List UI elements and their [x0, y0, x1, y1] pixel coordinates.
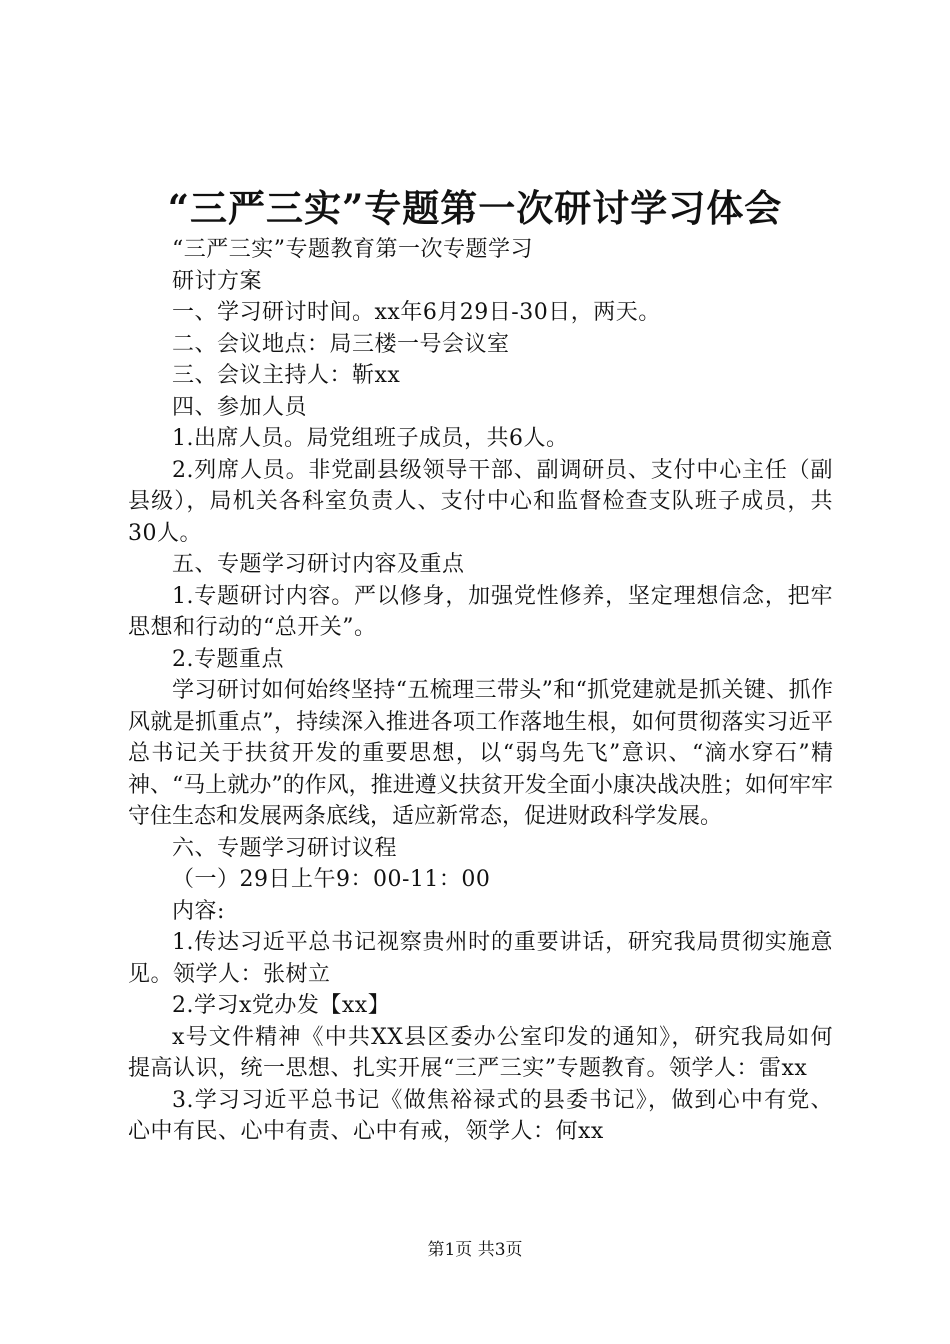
paragraph: 一、学习研讨时间。xx年6月29日-30日，两天。: [172, 300, 661, 325]
paragraph: （一）29日上午9：00-11：00: [172, 867, 491, 892]
paragraph: 三、会议主持人：靳xx: [172, 363, 401, 388]
page-footer: 第1页 共3页: [427, 1240, 523, 1260]
paragraph: x号文件精神《中共XX县区委办公室印发的通知》，研究我局如何提高认识，统一思想、扎实开展“三严三实”专题教育。领学人：雷xx: [128, 1024, 833, 1081]
paragraph: 六、专题学习研讨议程: [172, 835, 398, 861]
paragraph: 1.传达习近平总书记视察贵州时的重要讲话，研究我局贯彻实施意见。领学人：张树立: [128, 930, 833, 987]
document-body: [128, 234, 833, 1148]
paragraph: 3.学习习近平总书记《做焦裕禄式的县委书记》，做到心中有党、心中有民、心中有责、心中有戒，领学人：何xx: [128, 1087, 833, 1144]
paragraph: 学习研讨如何始终坚持“五梳理三带头”和“抓党建就是抓关键、抓作风就是抓重点”，持续深入推进各项工作落地生根，如何贯彻落实习近平总书记关于扶贫开发的重要思想，以“弱鸟先飞”意识、“滴水穿石”精神、“马上就办”的作风，推进遵义扶贫开发全面小康决战决胜；如何牢牢守住生态和发展两条底线，适应新常态，促进财政科学发展。: [128, 678, 833, 829]
paragraph: 四、参加人员: [172, 394, 308, 420]
paragraph: 1.专题研讨内容。严以修身，加强党性修养，坚定理想信念，把牢思想和行动的“总开关”。: [128, 583, 833, 640]
paragraph: 2.学习x党办发【xx】: [172, 993, 391, 1018]
document-title: “三严三实”专题第一次研讨学习体会: [167, 186, 783, 230]
paragraph: 1.出席人员。局党组班子成员，共6人。: [172, 426, 569, 451]
paragraph: 二、会议地点：局三楼一号会议室: [172, 331, 510, 357]
paragraph: 内容:: [172, 898, 225, 924]
paragraph: 研讨方案: [172, 268, 263, 294]
paragraph: 2.列席人员。非党副县级领导干部、副调研员、支付中心主任（副县级），局机关各科室负责人、支付中心和监督检查支队班子成员，共30人。: [128, 457, 833, 546]
paragraph: “三严三实”专题教育第一次专题学习: [172, 237, 533, 262]
paragraph: 五、专题学习研讨内容及重点: [172, 552, 465, 577]
paragraph: 2.专题重点: [172, 646, 284, 672]
